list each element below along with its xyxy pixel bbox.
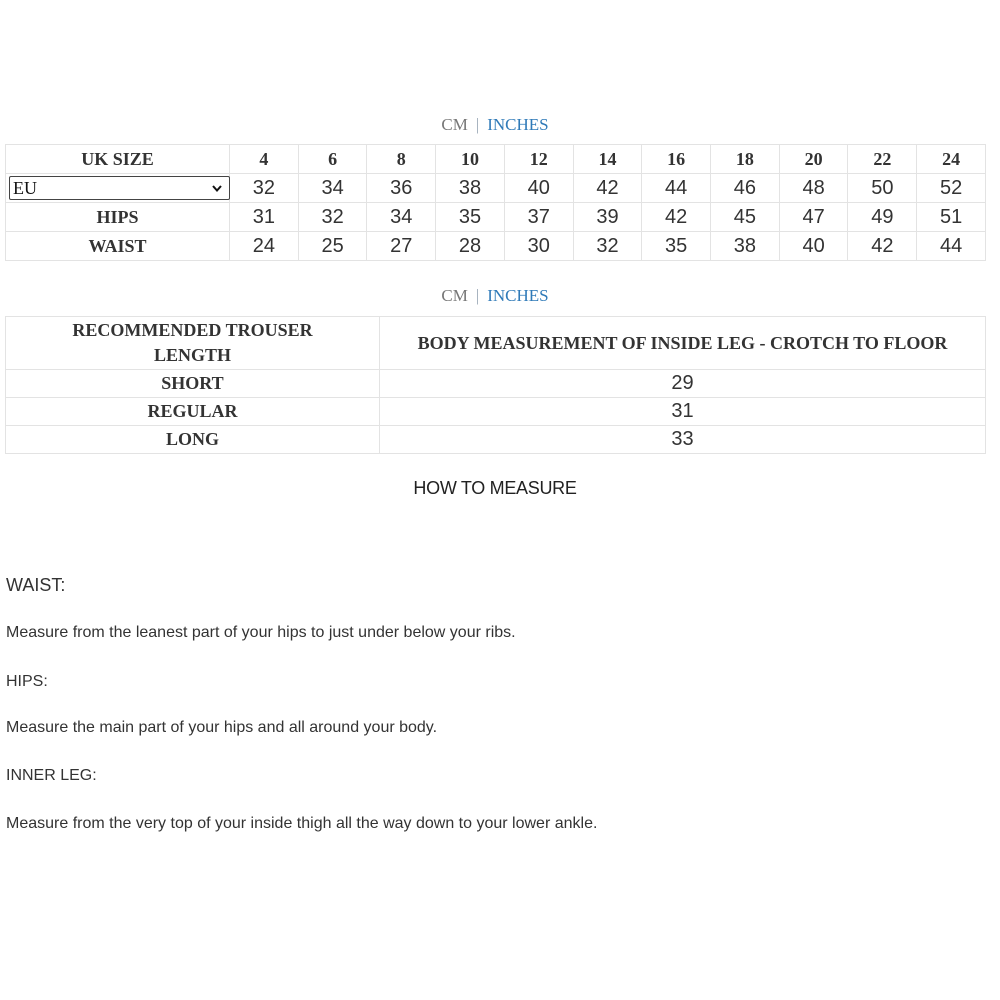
waist-label: WAIST (6, 232, 230, 261)
inches-unit-link[interactable]: INCHES (487, 115, 549, 134)
cm-unit-link[interactable]: CM (441, 286, 468, 305)
inner-leg-heading: INNER LEG: (6, 767, 97, 784)
eu-size-cell: 46 (711, 174, 780, 203)
trouser-row (6, 426, 986, 454)
region-select[interactable] (9, 176, 230, 200)
hips-cell: 47 (779, 203, 848, 232)
size-chart-table (5, 144, 986, 261)
hips-cell: 39 (573, 203, 642, 232)
eu-size-cell: 38 (436, 174, 505, 203)
hips-heading: HIPS: (6, 673, 48, 690)
uk-size-cell: 16 (642, 145, 711, 174)
waist-cell: 32 (573, 232, 642, 261)
waist-cell: 27 (367, 232, 436, 261)
waist-cell: 40 (779, 232, 848, 261)
uk-size-cell: 10 (436, 145, 505, 174)
inside-leg-header: BODY MEASUREMENT OF INSIDE LEG - CROTCH TO FLOOR (380, 317, 986, 370)
hips-label: HIPS (6, 203, 230, 232)
waist-cell: 42 (848, 232, 917, 261)
inner-leg-instruction: Measure from the very top of your inside thigh all the way down to your lower ankle. (6, 815, 598, 832)
eu-size-cell: 50 (848, 174, 917, 203)
unit-toggle (0, 114, 990, 136)
waist-cell: 24 (230, 232, 299, 261)
trouser-length-table (5, 316, 986, 454)
uk-size-cell: 20 (779, 145, 848, 174)
eu-size-cell: 32 (230, 174, 299, 203)
trouser-length-label: LONG (6, 426, 380, 454)
waist-row (6, 232, 986, 261)
trouser-row (6, 370, 986, 398)
waist-cell: 44 (917, 232, 986, 261)
inches-unit-link[interactable]: INCHES (487, 286, 549, 305)
waist-cell: 25 (298, 232, 367, 261)
hips-instruction: Measure the main part of your hips and all around your body. (6, 719, 438, 736)
chevron-down-icon (211, 182, 223, 194)
region-select-value: EU (13, 177, 37, 198)
uk-size-cell: 18 (711, 145, 780, 174)
waist-heading: WAIST: (6, 575, 66, 595)
waist-cell: 35 (642, 232, 711, 261)
inside-leg-value: 29 (380, 370, 986, 398)
hips-cell: 32 (298, 203, 367, 232)
hips-cell: 49 (848, 203, 917, 232)
hips-cell: 45 (711, 203, 780, 232)
trouser-row (6, 398, 986, 426)
uk-size-cell: 6 (298, 145, 367, 174)
eu-size-row (6, 174, 986, 203)
uk-size-row (6, 145, 986, 174)
uk-size-cell: 14 (573, 145, 642, 174)
uk-size-cell: 22 (848, 145, 917, 174)
trouser-length-label: REGULAR (6, 398, 380, 426)
hips-cell: 31 (230, 203, 299, 232)
uk-size-cell: 24 (917, 145, 986, 174)
unit-toggle (0, 285, 990, 307)
eu-size-cell: 42 (573, 174, 642, 203)
eu-size-cell: 40 (504, 174, 573, 203)
eu-size-cell: 48 (779, 174, 848, 203)
unit-separator: | (475, 115, 480, 134)
waist-cell: 28 (436, 232, 505, 261)
hips-cell: 35 (436, 203, 505, 232)
waist-instruction: Measure from the leanest part of your hips to just under below your ribs. (6, 624, 516, 641)
eu-size-cell: 44 (642, 174, 711, 203)
uk-size-cell: 4 (230, 145, 299, 174)
waist-cell: 30 (504, 232, 573, 261)
hips-cell: 34 (367, 203, 436, 232)
inside-leg-value: 33 (380, 426, 986, 454)
cm-unit-link[interactable]: CM (441, 115, 468, 134)
region-select-cell (6, 174, 230, 203)
waist-cell: 38 (711, 232, 780, 261)
trouser-length-header: RECOMMENDED TROUSER LENGTH (6, 317, 380, 370)
trouser-length-label: SHORT (6, 370, 380, 398)
uk-size-cell: 8 (367, 145, 436, 174)
how-to-measure-title: HOW TO MEASURE (413, 478, 577, 498)
hips-cell: 42 (642, 203, 711, 232)
unit-separator: | (475, 286, 480, 305)
hips-row (6, 203, 986, 232)
uk-size-header: UK SIZE (6, 145, 230, 174)
eu-size-cell: 34 (298, 174, 367, 203)
trouser-header-row (6, 317, 986, 370)
hips-cell: 51 (917, 203, 986, 232)
eu-size-cell: 36 (367, 174, 436, 203)
eu-size-cell: 52 (917, 174, 986, 203)
uk-size-cell: 12 (504, 145, 573, 174)
hips-cell: 37 (504, 203, 573, 232)
inside-leg-value: 31 (380, 398, 986, 426)
